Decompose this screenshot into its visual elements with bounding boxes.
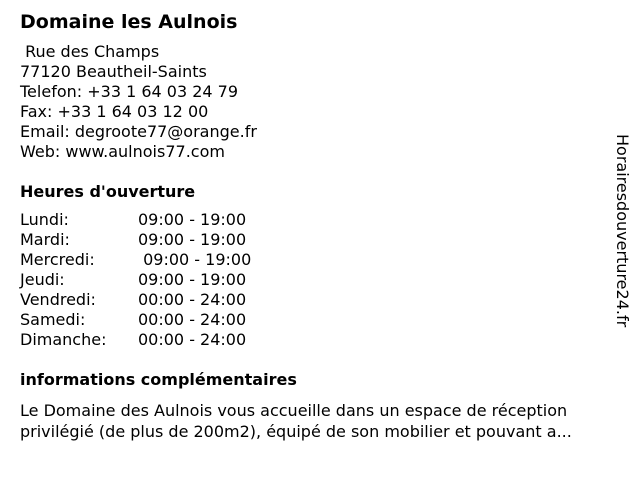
hours-row: [20, 290, 600, 310]
hours-heading: Heures d'ouverture: [20, 182, 196, 201]
hours-time: 00:00 - 24:00: [138, 310, 247, 329]
email-address: Email: degroote77@orange.fr: [20, 122, 257, 141]
website: Web: www.aulnois77.com: [20, 142, 225, 161]
hours-row: [20, 270, 600, 290]
contact-block: [20, 42, 600, 162]
hours-day: Dimanche:: [20, 330, 107, 349]
site-watermark: Horairesdouverture24.fr: [613, 134, 632, 328]
hours-table: [20, 210, 600, 350]
hours-time: 09:00 - 19:00: [138, 270, 247, 289]
hours-time: 09:00 - 19:00: [138, 230, 247, 249]
hours-row: [20, 230, 600, 250]
phone-number: Telefon: +33 1 64 03 24 79: [20, 82, 239, 101]
hours-day: Jeudi:: [20, 270, 65, 289]
hours-day: Samedi:: [20, 310, 86, 329]
info-heading: informations complémentaires: [20, 370, 297, 389]
address-city: 77120 Beautheil-Saints: [20, 62, 207, 81]
hours-time: 09:00 - 19:00: [138, 210, 247, 229]
hours-time: 00:00 - 24:00: [138, 290, 247, 309]
hours-time: 00:00 - 24:00: [138, 330, 247, 349]
business-card: [20, 8, 600, 442]
hours-day: Lundi:: [20, 210, 69, 229]
hours-row: [20, 310, 600, 330]
info-description: Le Domaine des Aulnois vous accueille dans un espace de réception privilégié (de plus de 200m2), équipé de son mobilier et pouvant a...: [20, 401, 572, 441]
business-name: Domaine les Aulnois: [20, 11, 238, 33]
fax-number: Fax: +33 1 64 03 12 00: [20, 102, 209, 121]
hours-time: 09:00 - 19:00: [138, 250, 252, 269]
address-street: Rue des Champs: [20, 42, 160, 61]
hours-day: Vendredi:: [20, 290, 96, 309]
hours-day: Mercredi:: [20, 250, 95, 269]
hours-row: [20, 210, 600, 230]
hours-day: Mardi:: [20, 230, 70, 249]
hours-row: [20, 250, 600, 270]
hours-row: [20, 330, 600, 350]
